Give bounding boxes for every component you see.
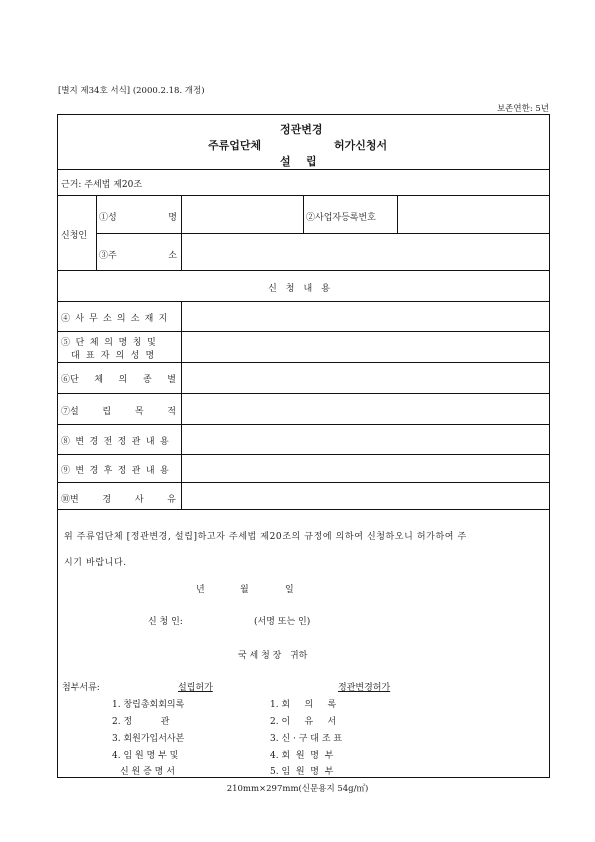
change-item-4: 4. 회 원 명 부 — [270, 751, 334, 761]
office-location-field[interactable] — [184, 311, 548, 325]
applicant-signature-label: 신 청 인: — [148, 617, 183, 627]
setup-item-1: 1. 창립총회회의록 — [112, 700, 185, 710]
signature-note: (서명 또는 인) — [254, 617, 311, 627]
change-item-5: 5. 임 원 명 부 — [270, 767, 334, 777]
title-application: 허가신청서 — [334, 139, 388, 152]
title-change: 정관변경 — [280, 123, 323, 136]
setup-item-3: 3. 회원가입서사본 — [112, 734, 185, 744]
declaration-section — [57, 510, 550, 778]
address-label: ③주 소 — [99, 251, 177, 261]
form-title — [58, 115, 549, 169]
change-item-3: 3. 신 · 구 대 조 표 — [270, 734, 343, 744]
setup-item-2: 2. 정 관 — [112, 717, 170, 727]
date-year: 년 — [196, 585, 205, 595]
setup-permit-heading: 설립허가 — [178, 683, 213, 693]
setup-item-4: 4. 임 원 명 부 및 — [112, 751, 179, 761]
business-registration-field[interactable] — [400, 210, 548, 228]
articles-before-field[interactable] — [184, 434, 548, 448]
business-registration-label: ②사업자등록번호 — [306, 213, 376, 223]
date-month: 월 — [240, 585, 249, 595]
date-day: 일 — [285, 585, 294, 595]
form-caption: [별지 제34호 서식] (2000.2.18. 개정) — [58, 86, 205, 96]
request-heading: 신청내용 — [268, 284, 339, 294]
purpose-label: ⑦설 립 목 적 — [61, 407, 176, 417]
articles-change-heading: 정관변경허가 — [338, 683, 391, 693]
statement-line2: 시기 바랍니다. — [64, 558, 127, 568]
paper-spec-footer: 210mm×297mm(신문용지 54g/㎡) — [226, 784, 369, 794]
application-form-table — [57, 114, 550, 510]
office-location-label: ④사무소의소재지 — [61, 314, 173, 324]
articles-before-label: ⑧변경전정관내용 — [61, 437, 175, 447]
org-name-field[interactable] — [184, 341, 548, 355]
org-type-label: ⑥단 체 의 종 별 — [61, 375, 176, 385]
attachments-label: 첨부서류: — [62, 683, 100, 693]
articles-after-field[interactable] — [184, 463, 548, 477]
name-field[interactable] — [184, 210, 300, 228]
recipient: 국 세 청 장 귀하 — [238, 651, 308, 661]
representative-name-label: 대표자의성명 — [71, 351, 161, 361]
change-reason-label: ⑩변 경 사 유 — [61, 495, 176, 505]
legal-basis: 근거: 주세법 제20조 — [61, 180, 143, 190]
org-type-field[interactable] — [184, 372, 548, 386]
name-label: ①성 명 — [99, 213, 177, 223]
address-field[interactable] — [184, 248, 548, 266]
statement-line1: 위 주류업단체 [정관변경, 설립]하고자 주세법 제20조의 규정에 의하여 신청하오니 허가하여 주 — [64, 532, 467, 542]
articles-after-label: ⑨변경후정관내용 — [61, 466, 175, 476]
org-name-label: ⑤단체의명칭및 — [61, 338, 162, 348]
title-setup: 설 립 — [280, 155, 317, 168]
applicant-label: 신청인 — [61, 231, 88, 241]
retention-period: 보존연한: 5년 — [496, 104, 549, 114]
purpose-field[interactable] — [184, 404, 548, 418]
setup-item-4-cont: 신 원 증 명 서 — [120, 767, 175, 777]
change-reason-field[interactable] — [184, 492, 548, 506]
change-item-2: 2. 이 유 서 — [270, 717, 337, 727]
change-item-1: 1. 회 의 록 — [270, 700, 337, 710]
title-org: 주류업단체 — [208, 139, 262, 152]
